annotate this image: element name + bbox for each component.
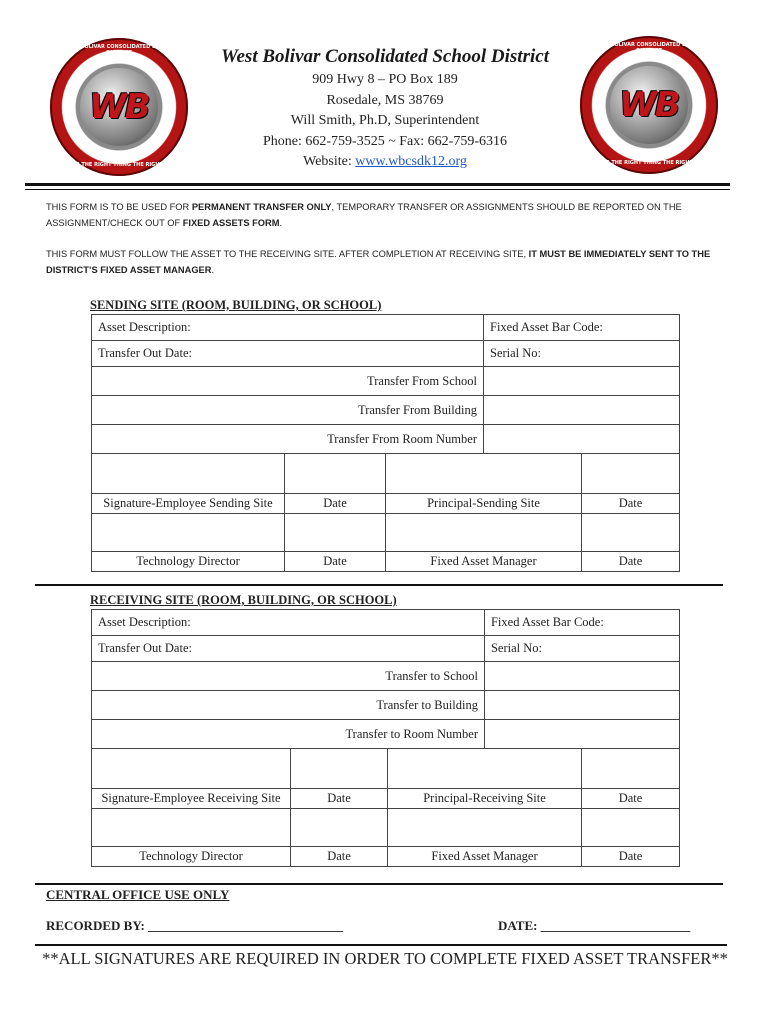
instruction-paragraph-1: THIS FORM IS TO BE USED FOR PERMANENT TRANSFER ONLY, TEMPORARY TRANSFER OR ASSIGNMENTS SHOULD BE REPORTED ON THE ASSIGNMENT/CHECK OUT OF FIXED ASSETS FORM. (46, 202, 682, 228)
footer-rule (35, 944, 727, 946)
website-line (0, 154, 770, 170)
transfer-to-building-field[interactable] (484, 691, 679, 720)
date-label: Date (291, 847, 388, 867)
sending-site-table (91, 314, 680, 572)
transfer-from-school-label: Transfer From School (92, 367, 484, 396)
transfer-to-room-field[interactable] (484, 720, 679, 749)
logo-ring-text: WEST BOLIVAR CONSOLIDATED SCHOOL DISTRICT (62, 44, 176, 56)
header-rule (25, 183, 730, 186)
section-divider (35, 883, 723, 885)
signature-employee-field[interactable] (92, 749, 291, 789)
date-field[interactable] (285, 514, 386, 552)
date-label: Date (285, 552, 386, 572)
date-field[interactable] (582, 809, 680, 847)
transfer-from-room-label: Transfer From Room Number (92, 425, 484, 454)
district-name: West Bolivar Consolidated School District (221, 46, 549, 67)
logo-ring-text-bottom: DOING THE RIGHT THING THE RIGHT WAY (61, 162, 177, 168)
serial-no-field[interactable]: Serial No: (484, 341, 680, 367)
transfer-from-school-field[interactable] (484, 367, 680, 396)
central-office-title: CENTRAL OFFICE USE ONLY (46, 887, 230, 902)
logo-text: WB (619, 85, 679, 125)
transfer-to-building-label: Transfer to Building (92, 691, 485, 720)
section-divider (35, 584, 723, 586)
transfer-from-room-field[interactable] (484, 425, 680, 454)
recorded-by-field[interactable]: RECORDED BY: ______________________________ (46, 918, 344, 933)
logo-ring-text-bottom: DOING THE RIGHT THING THE RIGHT WAY (591, 160, 707, 166)
signature-employee-label: Signature-Employee Receiving Site (92, 789, 291, 809)
principal-label: Principal-Sending Site (386, 494, 582, 514)
transfer-to-school-field[interactable] (484, 662, 679, 691)
bar-code-field[interactable]: Fixed Asset Bar Code: (484, 610, 679, 636)
date-label: Date (582, 847, 680, 867)
transfer-from-building-label: Transfer From Building (92, 396, 484, 425)
instruction-paragraph-2: THIS FORM MUST FOLLOW THE ASSET TO THE RECEIVING SITE. AFTER COMPLETION AT RECEIVING SITE, IT MUST BE IMMEDIATELY SENT TO THE DISTRICT’S FIXED ASSET MANAGER. (46, 249, 711, 275)
asset-manager-field[interactable] (388, 809, 582, 847)
asset-manager-label: Fixed Asset Manager (388, 847, 582, 867)
principal-label: Principal-Receiving Site (388, 789, 582, 809)
principal-signature-field[interactable] (386, 454, 582, 494)
date-label: Date (291, 789, 388, 809)
date-label: Date (582, 789, 680, 809)
transfer-out-date-field[interactable]: Transfer Out Date: (92, 341, 484, 367)
receiving-site-title: RECEIVING SITE (ROOM, BUILDING, OR SCHOOL) (90, 593, 397, 607)
date-field[interactable] (291, 749, 388, 789)
transfer-to-room-label: Transfer to Room Number (92, 720, 485, 749)
date-field[interactable] (291, 809, 388, 847)
superintendent: Will Smith, Ph.D, Superintendent (290, 113, 480, 128)
tech-director-label: Technology Director (92, 552, 285, 572)
asset-manager-field[interactable] (386, 514, 582, 552)
signature-requirement-notice: **ALL SIGNATURES ARE REQUIRED IN ORDER TO COMPLETE FIXED ASSET TRANSFER** (42, 949, 728, 968)
transfer-from-building-field[interactable] (484, 396, 680, 425)
bar-code-field[interactable]: Fixed Asset Bar Code: (484, 315, 680, 341)
date-field[interactable] (582, 454, 680, 494)
date-label: Date (285, 494, 386, 514)
central-date-field[interactable]: DATE: _______________________ (498, 918, 691, 933)
date-field[interactable] (582, 749, 680, 789)
logo-text: WB (89, 87, 149, 127)
tech-director-label: Technology Director (92, 847, 291, 867)
sending-site-title: SENDING SITE (ROOM, BUILDING, OR SCHOOL) (90, 298, 382, 312)
phone-fax: Phone: 662-759-3525 ~ Fax: 662-759-6316 (262, 134, 507, 149)
transfer-to-school-label: Transfer to School (92, 662, 485, 691)
header-rule-thin (25, 189, 730, 190)
principal-signature-field[interactable] (388, 749, 582, 789)
tech-director-field[interactable] (92, 809, 291, 847)
tech-director-field[interactable] (92, 514, 285, 552)
signature-employee-label: Signature-Employee Sending Site (92, 494, 285, 514)
transfer-out-date-field[interactable]: Transfer Out Date: (92, 636, 485, 662)
serial-no-field[interactable]: Serial No: (484, 636, 679, 662)
website-label: Website: (303, 154, 356, 169)
logo-ring-text: WEST BOLIVAR CONSOLIDATED SCHOOL DISTRICT (592, 42, 706, 54)
receiving-site-table (91, 609, 680, 867)
date-field[interactable] (582, 514, 680, 552)
website-link[interactable]: www.wbcsdk12.org (355, 154, 467, 169)
address-line1: 909 Hwy 8 – PO Box 189 (312, 72, 458, 87)
address-line2: Rosedale, MS 38769 (326, 93, 444, 108)
asset-description-field[interactable]: Asset Description: (92, 610, 485, 636)
date-label: Date (582, 552, 680, 572)
signature-employee-field[interactable] (92, 454, 285, 494)
asset-description-field[interactable]: Asset Description: (92, 315, 484, 341)
date-field[interactable] (285, 454, 386, 494)
date-label: Date (582, 494, 680, 514)
asset-manager-label: Fixed Asset Manager (386, 552, 582, 572)
